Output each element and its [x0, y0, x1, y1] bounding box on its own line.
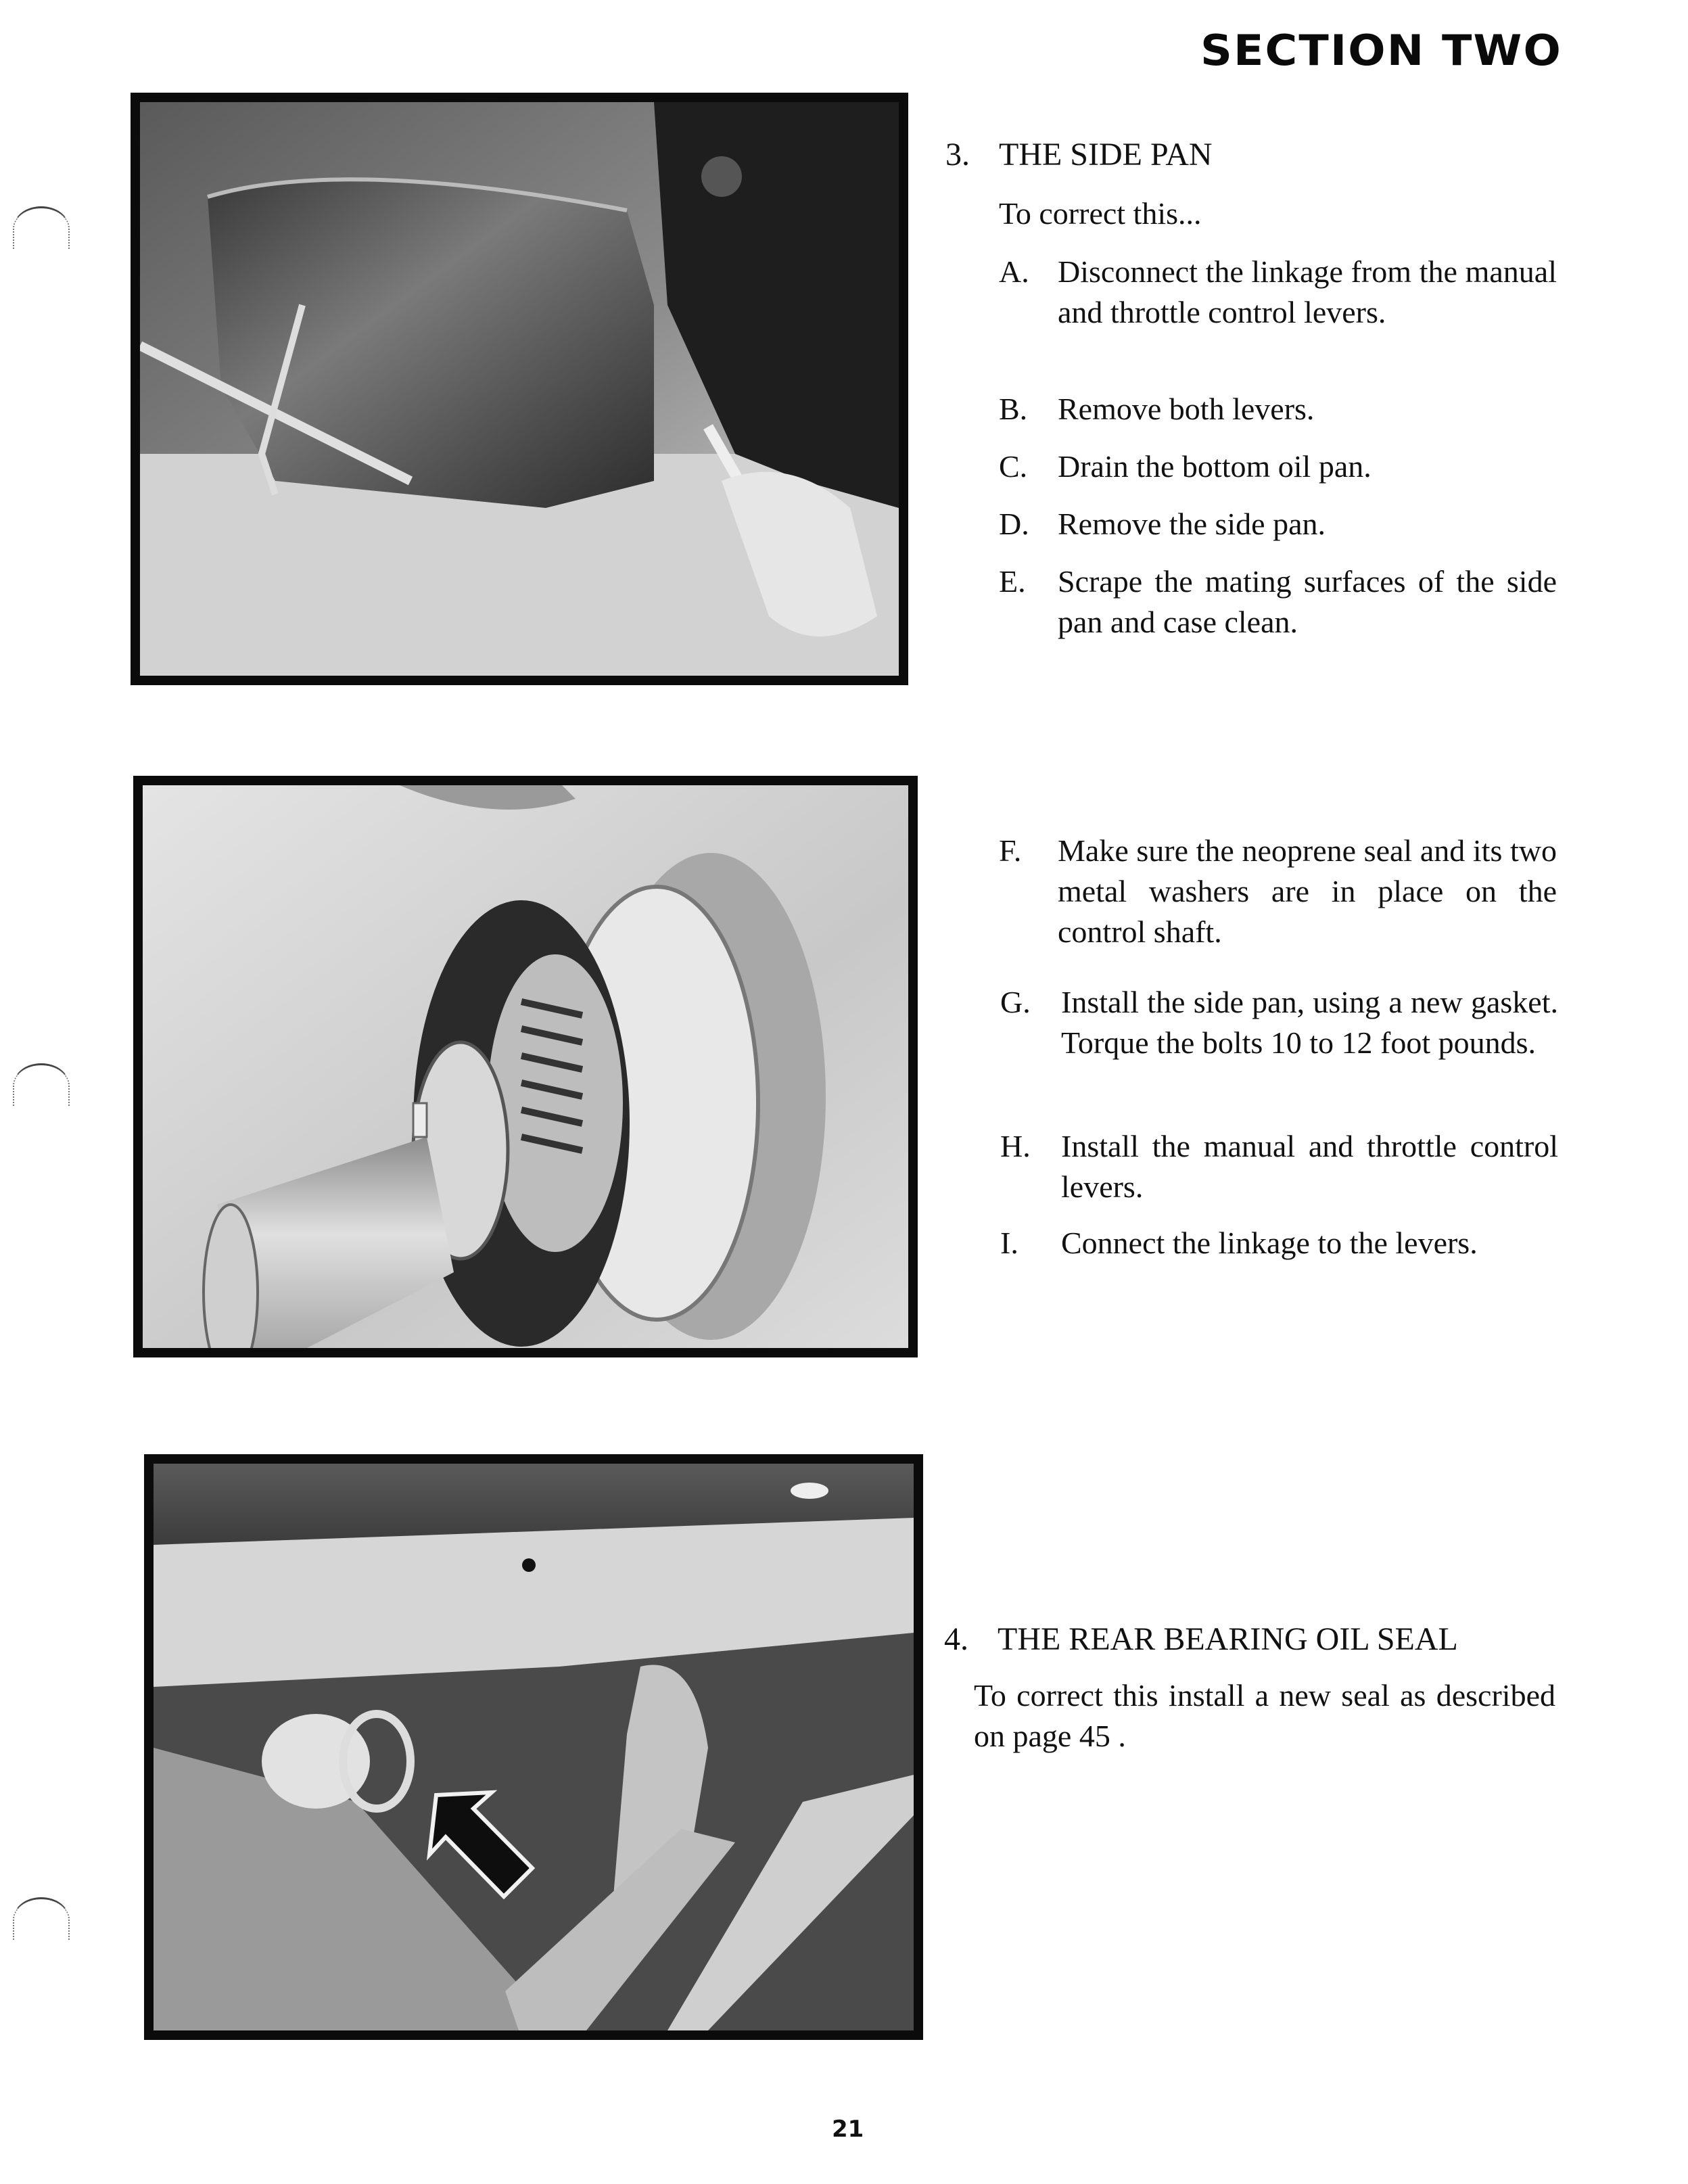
page-number: 21 [832, 2116, 864, 2143]
step-label: E. [999, 564, 1026, 599]
step-label: I. [1000, 1226, 1018, 1260]
section-number: 3. [945, 137, 970, 172]
side-pan-image [140, 102, 899, 676]
section-3-intro: To correct this... [999, 196, 1202, 231]
section-title: SECTION TWO [1200, 26, 1562, 75]
step-label: A. [999, 254, 1029, 289]
section-title-text: THE REAR BEARING OIL SEAL [998, 1621, 1458, 1657]
step-label: F. [999, 833, 1022, 868]
step-text: Remove the side pan. [1058, 507, 1326, 541]
binder-hole-mark [14, 1897, 69, 1940]
control-shaft-image [143, 785, 908, 1348]
section-number: 4. [944, 1621, 968, 1657]
binder-hole-mark [14, 1063, 69, 1106]
step-text: Connect the linkage to the levers. [1061, 1226, 1478, 1260]
step-label: B. [999, 392, 1028, 426]
step-text: Scrape the mating surfaces of the side pan and case clean. [1058, 564, 1557, 639]
step-text: Make sure the neoprene seal and its two metal washers are in place on the control shaft. [1058, 833, 1557, 949]
step-text: Disconnect the linkage from the manual and throttle control levers. [1058, 254, 1557, 329]
binder-hole-mark [14, 206, 69, 249]
step-text: Drain the bottom oil pan. [1058, 449, 1372, 484]
step-label: D. [999, 507, 1029, 541]
rear-bearing-oil-seal-photo [144, 1454, 923, 2040]
step-text: Install the manual and throttle control levers. [1061, 1129, 1558, 1204]
step-label: C. [999, 449, 1028, 484]
side-pan-photo [131, 93, 908, 685]
step-text: Install the side pan, using a new gasket. Torque the bolts 10 to 12 foot pounds. [1061, 985, 1558, 1060]
step-text: Remove both levers. [1058, 392, 1315, 426]
section-title-text: THE SIDE PAN [999, 137, 1213, 172]
step-label: G. [1000, 985, 1031, 1019]
control-shaft-seal-photo [133, 776, 918, 1357]
step-label: H. [1000, 1129, 1031, 1163]
section-4-intro: To correct this install a new seal as described on page 45 . [974, 1678, 1555, 1753]
rear-bearing-image [154, 1464, 914, 2030]
